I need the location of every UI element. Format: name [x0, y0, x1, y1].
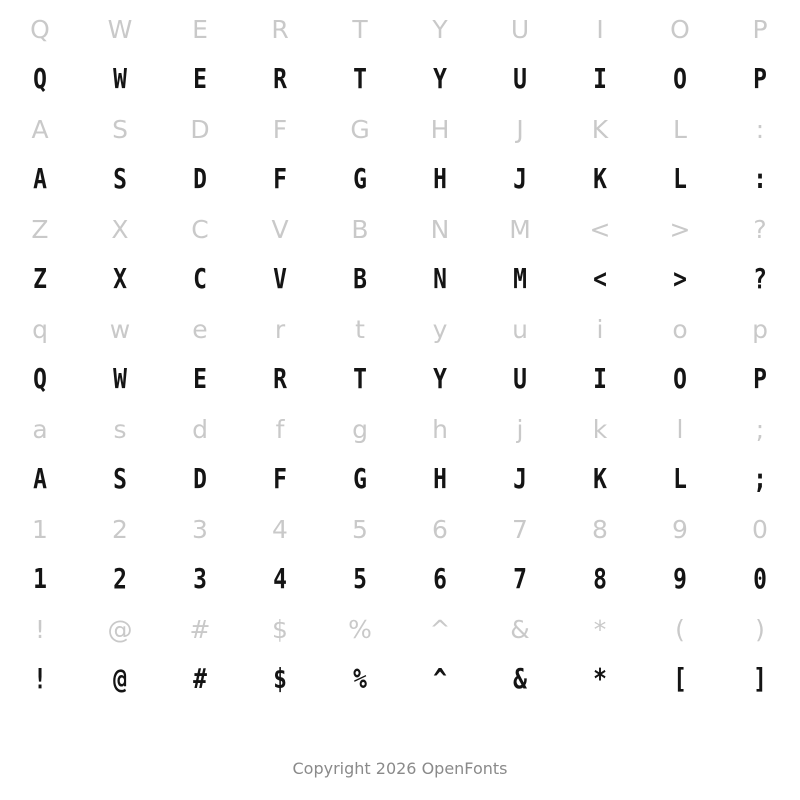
glyph-row-light: [0, 504, 800, 554]
glyph-cell: D: [193, 162, 207, 195]
glyph-cell: O: [670, 14, 690, 44]
glyph-row-dark: [0, 454, 800, 504]
glyph-cell: 2: [113, 562, 127, 595]
glyph-cell: T: [353, 62, 367, 95]
glyph-cell: i: [596, 314, 604, 344]
glyph-cell: R: [273, 62, 287, 95]
glyph-cell: 0: [752, 514, 768, 544]
glyph-cell: 1: [32, 514, 48, 544]
glyph-cell: %: [348, 614, 372, 644]
glyph-cell: <: [589, 214, 611, 244]
glyph-cell: 9: [672, 514, 688, 544]
glyph-cell: W: [113, 362, 127, 395]
glyph-cell: t: [355, 314, 365, 344]
glyph-cell: P: [753, 362, 767, 395]
glyph-cell: s: [113, 414, 127, 444]
glyph-cell: ;: [755, 414, 765, 444]
glyph-cell: l: [676, 414, 684, 444]
glyph-cell: 3: [192, 514, 208, 544]
glyph-row-light: [0, 604, 800, 654]
glyph-cell: X: [113, 262, 127, 295]
glyph-cell: 9: [673, 562, 687, 595]
glyph-cell: E: [193, 62, 207, 95]
glyph-cell: p: [752, 314, 768, 344]
glyph-cell: O: [673, 362, 687, 395]
glyph-row-dark: [0, 254, 800, 304]
glyph-cell: C: [193, 262, 207, 295]
glyph-cell: y: [432, 314, 448, 344]
glyph-cell: Z: [33, 262, 47, 295]
glyph-cell: H: [433, 162, 447, 195]
glyph-cell: F: [273, 462, 287, 495]
glyph-cell: !: [33, 662, 47, 695]
glyph-cell: 6: [432, 514, 448, 544]
glyph-cell: $: [272, 614, 288, 644]
glyph-cell: !: [34, 614, 46, 644]
glyph-cell: H: [433, 462, 447, 495]
glyph-cell: $: [273, 662, 287, 695]
glyph-cell: R: [271, 14, 289, 44]
glyph-cell: 8: [592, 514, 608, 544]
glyph-cell: I: [593, 362, 607, 395]
glyph-cell: O: [673, 62, 687, 95]
glyph-cell: 2: [112, 514, 128, 544]
glyph-cell: E: [192, 14, 208, 44]
glyph-cell: G: [350, 114, 370, 144]
glyph-cell: #: [189, 614, 211, 644]
glyph-row-light: [0, 104, 800, 154]
glyph-cell: N: [430, 214, 450, 244]
glyph-cell: Q: [33, 62, 47, 95]
glyph-cell: A: [33, 462, 47, 495]
glyph-row-light: [0, 304, 800, 354]
glyph-cell: r: [274, 314, 286, 344]
glyph-cell: K: [593, 462, 607, 495]
glyph-cell: Q: [30, 14, 50, 44]
glyph-cell: f: [275, 414, 285, 444]
glyph-cell: :: [753, 162, 767, 195]
glyph-cell: T: [353, 362, 367, 395]
glyph-cell: D: [190, 114, 210, 144]
glyph-cell: U: [513, 362, 527, 395]
glyph-cell: C: [191, 214, 209, 244]
glyph-cell: M: [513, 262, 527, 295]
glyph-cell: *: [593, 614, 607, 644]
glyph-cell: G: [353, 462, 367, 495]
glyph-cell: *: [593, 662, 607, 695]
glyph-cell: ]: [753, 662, 767, 695]
glyph-cell: ^: [429, 614, 451, 644]
glyph-cell: K: [591, 114, 609, 144]
glyph-cell: I: [593, 62, 607, 95]
glyph-cell: <: [593, 262, 607, 295]
glyph-cell: L: [673, 462, 687, 495]
glyph-cell: 8: [593, 562, 607, 595]
glyph-cell: I: [596, 14, 604, 44]
glyph-cell: W: [107, 14, 133, 44]
glyph-cell: o: [672, 314, 688, 344]
glyph-cell: 3: [193, 562, 207, 595]
glyph-cell: @: [107, 614, 133, 644]
glyph-cell: Y: [433, 62, 447, 95]
glyph-cell: B: [351, 214, 369, 244]
glyph-cell: L: [673, 162, 687, 195]
glyph-cell: 7: [512, 514, 528, 544]
glyph-cell: d: [192, 414, 208, 444]
glyph-cell: T: [352, 14, 368, 44]
glyph-cell: P: [752, 14, 768, 44]
glyph-cell: 0: [753, 562, 767, 595]
glyph-cell: M: [509, 214, 531, 244]
glyph-cell: &: [513, 662, 527, 695]
glyph-cell: 5: [352, 514, 368, 544]
glyph-cell: S: [113, 462, 127, 495]
glyph-cell: (: [675, 614, 685, 644]
glyph-cell: G: [353, 162, 367, 195]
glyph-cell: S: [113, 162, 127, 195]
glyph-cell: 4: [272, 514, 288, 544]
glyph-cell: ?: [753, 262, 767, 295]
glyph-cell: K: [593, 162, 607, 195]
glyph-cell: ): [755, 614, 765, 644]
glyph-cell: A: [31, 114, 49, 144]
glyph-cell: >: [669, 214, 691, 244]
glyph-cell: J: [516, 114, 524, 144]
glyph-row-dark: [0, 154, 800, 204]
glyph-cell: 7: [513, 562, 527, 595]
glyph-cell: 5: [353, 562, 367, 595]
glyph-cell: @: [113, 662, 127, 695]
glyph-cell: ?: [753, 214, 767, 244]
glyph-cell: E: [193, 362, 207, 395]
glyph-cell: J: [513, 162, 527, 195]
glyph-row-light: [0, 404, 800, 454]
glyph-cell: w: [109, 314, 131, 344]
glyph-cell: H: [430, 114, 450, 144]
glyph-cell: q: [32, 314, 48, 344]
glyph-row-dark: [0, 54, 800, 104]
glyph-cell: h: [432, 414, 448, 444]
glyph-row-light: [0, 204, 800, 254]
glyph-cell: L: [673, 114, 687, 144]
glyph-cell: [: [673, 662, 687, 695]
glyph-cell: R: [273, 362, 287, 395]
glyph-cell: e: [192, 314, 208, 344]
glyph-cell: k: [592, 414, 608, 444]
glyph-row-light: [0, 4, 800, 54]
glyph-cell: 6: [433, 562, 447, 595]
glyph-cell: V: [271, 214, 289, 244]
glyph-cell: U: [510, 14, 530, 44]
glyph-cell: Y: [433, 362, 447, 395]
glyph-cell: S: [112, 114, 128, 144]
glyph-cell: J: [513, 462, 527, 495]
glyph-cell: 1: [33, 562, 47, 595]
glyph-cell: a: [32, 414, 48, 444]
glyph-cell: W: [113, 62, 127, 95]
glyph-cell: Q: [33, 362, 47, 395]
glyph-cell: N: [433, 262, 447, 295]
glyph-cell: 4: [273, 562, 287, 595]
copyright-notice: Copyright 2026 OpenFonts: [292, 759, 508, 778]
glyph-cell: %: [353, 662, 367, 695]
glyph-cell: :: [755, 114, 765, 144]
glyph-cell: A: [33, 162, 47, 195]
glyph-cell: Y: [432, 14, 448, 44]
glyph-cell: ;: [753, 462, 767, 495]
glyph-cell: V: [273, 262, 287, 295]
glyph-cell: &: [510, 614, 530, 644]
glyph-row-dark: [0, 554, 800, 604]
glyph-cell: ^: [433, 662, 447, 695]
glyph-cell: D: [193, 462, 207, 495]
glyph-row-dark: [0, 654, 800, 704]
glyph-cell: j: [516, 414, 524, 444]
glyph-cell: B: [353, 262, 367, 295]
glyph-cell: Z: [31, 214, 49, 244]
glyph-cell: U: [513, 62, 527, 95]
glyph-row-dark: [0, 354, 800, 404]
glyph-cell: X: [111, 214, 129, 244]
glyph-cell: P: [753, 62, 767, 95]
glyph-cell: #: [193, 662, 207, 695]
glyph-cell: u: [512, 314, 528, 344]
glyph-cell: F: [273, 162, 287, 195]
glyph-cell: g: [352, 414, 368, 444]
glyph-cell: F: [272, 114, 288, 144]
glyph-cell: >: [673, 262, 687, 295]
